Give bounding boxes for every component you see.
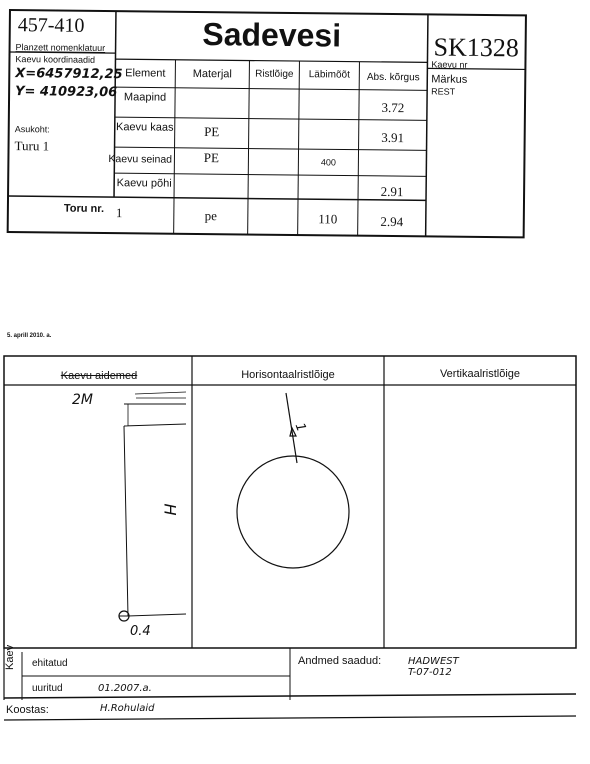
note-04: 0.4 [130,624,151,639]
row-diameter: 400 [320,157,336,168]
well-number-caption: Kaevu nr [431,59,468,70]
col-well-layout: Kaevu aidemed [60,370,138,382]
well-number: SK1328 [433,32,520,63]
surveyed-label: uuritud [32,683,63,694]
sheet-caption: Planzett nomenklatuur [15,42,106,54]
sheet-code: 457-410 [17,14,85,37]
row-abs: 2.91 [380,183,404,200]
compiled-value: H.Rohulaid [100,703,155,714]
location-value: Turu 1 [14,138,50,154]
surveyed-value: 01.2007.a. [98,683,152,694]
col-cross: Ristlõige [255,68,294,80]
row-element: Kaevu kaas [115,121,174,134]
pipe-caption: Toru nr. [63,202,105,216]
note-1: 1 [291,421,309,434]
col-material: Materjal [192,67,232,81]
remark-value: REST [431,86,456,97]
col-diameter: Läbimõõt [308,69,350,81]
data-from-label: Andmed saadud: [298,655,382,667]
row-element: Kaevu seinad [108,153,173,166]
pipe-abs: 2.94 [380,213,404,230]
row-abs: 3.91 [381,129,405,146]
note-2m: 2M [72,392,93,408]
row-abs: 3.72 [381,99,405,116]
pipe-material: pe [204,208,218,224]
date-line: 5. aprill 2010. a. [7,333,52,339]
coord-caption: Kaevu koordinaadid [15,54,96,65]
coord-x: X=6457912,25 [15,66,123,83]
note-h: H [160,503,180,516]
coord-y: Y= 410923,06 [15,84,118,101]
pipe-diameter: 110 [318,211,338,227]
row-material: PE [203,150,220,166]
side-label: Kaev [4,644,16,670]
data-from-value2: T-07-012 [408,667,452,678]
pipe-number: 1 [115,205,123,221]
row-element: Maapind [123,91,167,104]
built-label: ehitatud [32,658,68,669]
col-abs: Abs. kõrgus [366,71,420,84]
well-plan-circle [237,456,349,568]
row-element: Kaevu põhi [116,177,172,190]
page-title: Sadevesi [202,16,342,54]
col-horizontal-section: Horisontaalristlõige [241,369,335,381]
col-element: Element [125,67,166,80]
location-caption: Asukoht: [14,124,50,135]
row-material: PE [204,124,220,140]
data-from-value1: HADWEST [408,656,459,667]
col-vertical-section: Vertikaalristlõige [439,368,521,380]
remark-header: Märkus [431,73,468,86]
compiled-label: Koostas: [6,704,49,716]
